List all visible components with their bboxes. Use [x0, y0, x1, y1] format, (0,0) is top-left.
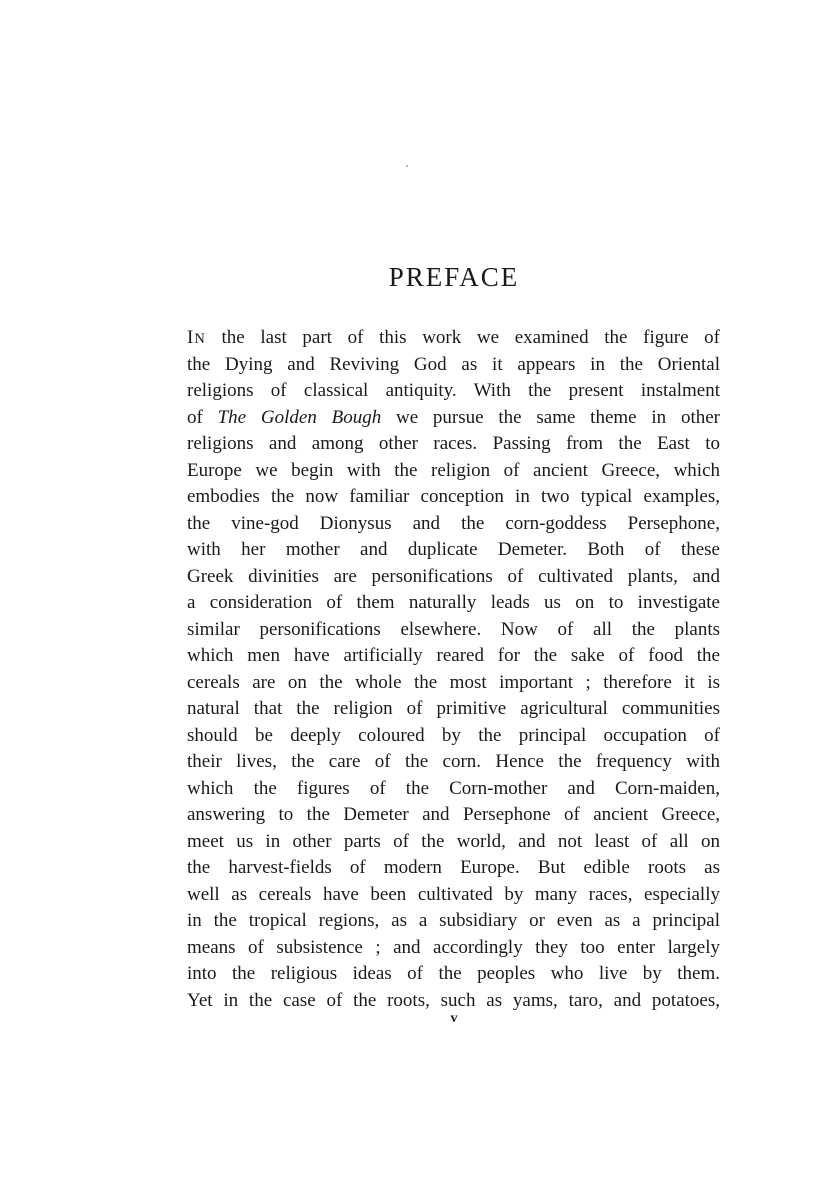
text-line-10: Greek divinities are personifications of cultivated plants, and [187, 565, 720, 587]
text-line-16: should be deeply coloured by the principal occupation of [187, 724, 720, 746]
text-line-20: meet us in other parts of the world, and not least of all on [187, 830, 720, 852]
text-line-13: which men have artificially reared for the sake of food the [187, 645, 720, 666]
text-line-4 [187, 405, 720, 432]
text-line-23: in the tropical regions, as a subsidiary or even as a principal [187, 910, 720, 931]
text-line-8: the vine-god Dionysus and the corn-goddess Persephone, [187, 512, 720, 534]
text-line-7: embodies the now familiar conception in two typical examples, [187, 486, 720, 507]
text-line-22: well as cereals have been cultivated by many races, especially [187, 883, 720, 905]
text-line-1 [187, 325, 720, 352]
text-line-1-rest: the last part of this work we examined the figure of [205, 327, 720, 348]
text-line-4-before: of [187, 406, 218, 428]
text-line-15: natural that the religion of primitive agricultural communities [187, 698, 720, 719]
page-number: v [450, 1011, 458, 1026]
text-line-25: into the religious ideas of the peoples who live by them. [187, 963, 720, 984]
drop-cap: I [187, 327, 195, 348]
text-line-24: means of subsistence ; and accordingly they too enter largely [187, 936, 720, 958]
text-line-17: their lives, the care of the corn. Hence the frequency with [187, 751, 720, 772]
small-caps: N [194, 331, 206, 347]
text-line-5: religions and among other races. Passing from the East to [187, 433, 720, 454]
text-line-21: the harvest-fields of modern Europe. But edible roots as [187, 857, 720, 878]
text-line-19: answering to the Demeter and Persephone of ancient Greece, [187, 804, 720, 825]
text-line-26: Yet in the case of the roots, such as yams, taro, and potatoes, [187, 989, 720, 1011]
text-line-12: similar personifications elsewhere. Now of all the plants [187, 618, 720, 640]
text-line-14: cereals are on the whole the most important ; therefore it is [187, 671, 720, 693]
text-line-11: a consideration of them naturally leads us on to investigate [187, 592, 720, 613]
text-line-18: which the figures of the Corn-mother and Corn-maiden, [187, 777, 720, 799]
text-line-6: Europe we begin with the religion of ancient Greece, which [187, 459, 720, 481]
preface-paragraph [187, 325, 720, 1014]
text-line-9: with her mother and duplicate Demeter. Both of these [187, 539, 720, 560]
text-line-4-after: we pursue the same theme in other [381, 406, 720, 428]
page-title: PREFACE [388, 262, 520, 292]
book-title: The Golden Bough [217, 406, 382, 428]
ink-speck [406, 165, 408, 167]
text-line-3: religions of classical antiquity. With the present instalment [187, 380, 720, 401]
text-line-2: the Dying and Reviving God as it appears in the Oriental [187, 353, 720, 375]
